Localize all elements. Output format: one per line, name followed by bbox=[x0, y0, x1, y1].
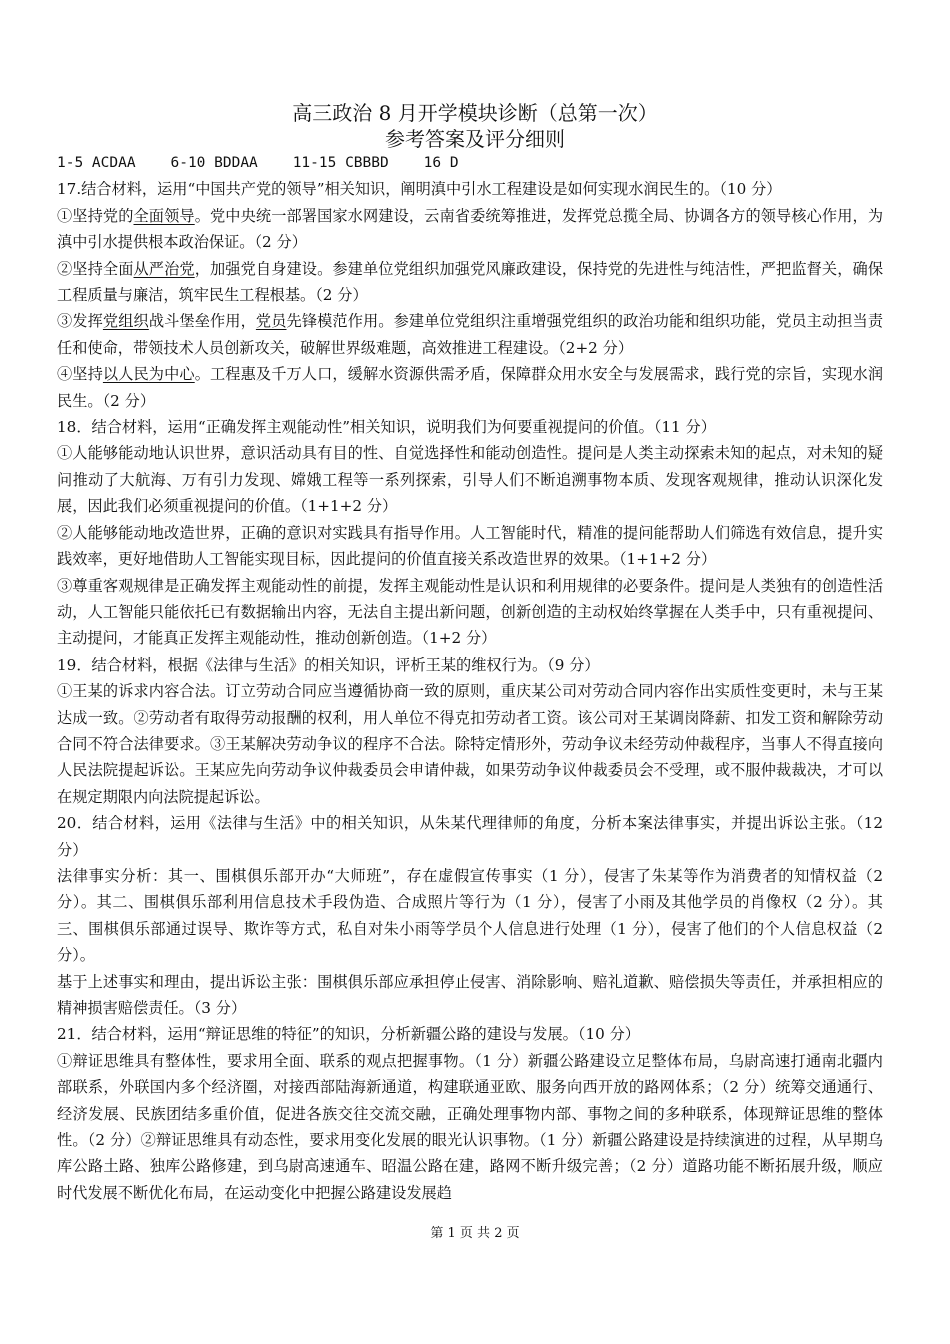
q17-p3-text-b: 战斗堡垒作用， bbox=[148, 312, 256, 331]
page-footer: 第 1 页 共 2 页 bbox=[430, 1226, 520, 1241]
q17-p1-text-a: ①坚持党的 bbox=[57, 206, 134, 225]
q20-stem: 20．结合材料，运用《法律与生活》中的相关知识，从朱某代理律师的角度，分析本案法律事实，并提出诉讼主张。（12 分） bbox=[57, 814, 883, 859]
q17-p1-keyword: 全面领导 bbox=[133, 206, 195, 225]
q17-p2-text-b: ，加强党自身建设。参建单位党组织加强党风廉政建设，保持党的先进性与纯洁性，严把监督关，确保工程质量与廉洁，筑牢民生工程根基。（2 分） bbox=[57, 259, 884, 305]
q18-point-1: ①人能够能动地认识世界，意识活动具有目的性、自觉选择性和能动创造性。提问是人类主动探索未知的起点，对未知的疑问推动了大航海、万有引力发现、嫦娥工程等一系列探索，引导人们不断追溯事物本质、发现客观规律，推动认识深化发展，因此我们必须重视提问的价值。（1+1+2 分） bbox=[57, 444, 883, 516]
q17-point-2 bbox=[57, 256, 883, 309]
q17-p2-keyword: 从严治党 bbox=[133, 259, 195, 278]
q17-stem: 17.结合材料，运用“中国共产党的领导”相关知识，阐明滇中引水工程建设是如何实现水润民生的。（10 分） bbox=[57, 180, 782, 199]
q18-stem: 18．结合材料，运用“正确发挥主观能动性”相关知识，说明我们为何要重视提问的价值。（11 分） bbox=[57, 418, 716, 437]
q18-point-3: ③尊重客观规律是正确发挥主观能动性的前提，发挥主观能动性是认识和利用规律的必要条件。提问是人类独有的创造性活动，人工智能只能依托已有数据输出内容，无法自主提出新问题，创新创造的主动权始终掌握在人类手中，只有重视提问、主动提问，才能真正发挥主观能动性，推动创新创造。（1+2 分） bbox=[57, 576, 883, 648]
q17-p4-keyword: 以人民为中心 bbox=[102, 365, 195, 384]
q17-p3-text-a: ③发挥 bbox=[57, 312, 103, 331]
q17-p3-keyword-2: 党员 bbox=[255, 312, 287, 331]
q17-p4-text-a: ④坚持 bbox=[57, 365, 103, 384]
q18-point-2: ②人能够能动地改造世界，正确的意识对实践具有指导作用。人工智能时代，精准的提问能帮助人们筛选有效信息，提升实践效率，更好地借助人工智能实现目标，因此提问的价值直接关系改造世界的效果。（1+1+2 分） bbox=[57, 523, 883, 569]
q21-stem: 21．结合材料，运用“辩证思维的特征”的知识，分析新疆公路的建设与发展。（10 分） bbox=[57, 1025, 640, 1044]
answer-content bbox=[57, 150, 883, 1206]
q20-fact-analysis: 法律事实分析：其一、围棋俱乐部开办“大师班”，存在虚假宣传事实（1 分），侵害了朱某等作为消费者的知情权益（2 分）。其二、围棋俱乐部利用信息技术手段伪造、合成照片等行为（1 分），侵害了小雨及其他学员的肖像权（2 分）。其三、围棋俱乐部通过误导、欺诈等方式，私自对朱小雨等学员个人信息进行处理（1 分），侵害了他们的个人信息权益（2 分）。 bbox=[57, 866, 883, 965]
q17-point-4 bbox=[57, 361, 883, 414]
q19-stem: 19．结合材料，根据《法律与生活》的相关知识，评析王某的维权行为。（9 分） bbox=[57, 655, 600, 674]
q17-p4-text-b: 。工程惠及千万人口，缓解水资源供需矛盾，保障群众用水安全与发展需求，践行党的宗旨，实现水润民生。（2 分） bbox=[57, 365, 884, 410]
choice-answers: 1-5 ACDAA 6-10 BDDAA 11-15 CBBBD 16 D bbox=[57, 155, 459, 171]
q17-p3-keyword-1: 党组织 bbox=[102, 312, 149, 331]
q19-answer: ①王某的诉求内容合法。订立劳动合同应当遵循协商一致的原则，重庆某公司对劳动合同内容作出实质性变更时，未与王某达成一致。②劳动者有取得劳动报酬的权利，用人单位不得克扣劳动者工资。该公司对王某调岗降薪、扣发工资和解除劳动合同不符合法律要求。③王某解决劳动争议的程序不合法。除特定情形外，劳动争议未经劳动仲裁程序，当事人不得直接向人民法院提起诉讼。王某应先向劳动争议仲裁委员会申请仲裁，如果劳动争议仲裁委员会不受理，或不服仲裁裁决，才可以在规定期限内向法院提起诉讼。 bbox=[57, 682, 883, 806]
q20-claim: 基于上述事实和理由，提出诉讼主张：围棋俱乐部应承担停止侵害、消除影响、赔礼道歉、赔偿损失等责任，并承担相应的精神损害赔偿责任。（3 分） bbox=[57, 972, 883, 1017]
q17-p2-text-a: ②坚持全面 bbox=[57, 259, 134, 278]
q17-p3-text-c: 先锋模范作用。参建单位党组织注重增强党组织的政治功能和组织功能，党员主动担当责任和使命，带领技术人员创新攻关，破解世界级难题，高效推进工程建设。（2+2 分） bbox=[57, 312, 884, 357]
q17-p1-text-b: 。党中央统一部署国家水网建设，云南省委统筹推进，发挥党总揽全局、协调各方的领导核心作用，为滇中引水提供根本政治保证。（2 分） bbox=[57, 206, 884, 252]
page-title: 高三政治 8 月开学模块诊断（总第一次） bbox=[292, 101, 658, 125]
q17-point-1 bbox=[57, 203, 883, 256]
q17-point-3 bbox=[57, 308, 883, 361]
page-subtitle: 参考答案及评分细则 bbox=[385, 127, 565, 151]
q21-answer: ①辩证思维具有整体性，要求用全面、联系的观点把握事物。（1 分）新疆公路建设立足整体布局，乌尉高速打通南北疆内部联系，外联国内多个经济圈，对接西部陆海新通道，构建联通亚欧、服务向西开放的路网体系；（2 分）统筹交通通行、经济发展、民族团结多重价值，促进各族交往交流交融，正确处理事物内部、事物之间的多种联系，体现辩证思维的整体性。（2 分）②辩证思维具有动态性，要求用变化发展的眼光认识事物。（1 分）新疆公路建设是持续演进的过程，从早期乌库公路土路、独库公路修建，到乌尉高速通车、昭温公路在建，路网不断升级完善；（2 分）道路功能不断拓展升级，顺应时代发展不断优化布局，在运动变化中把握公路建设发展趋 bbox=[57, 1051, 883, 1202]
